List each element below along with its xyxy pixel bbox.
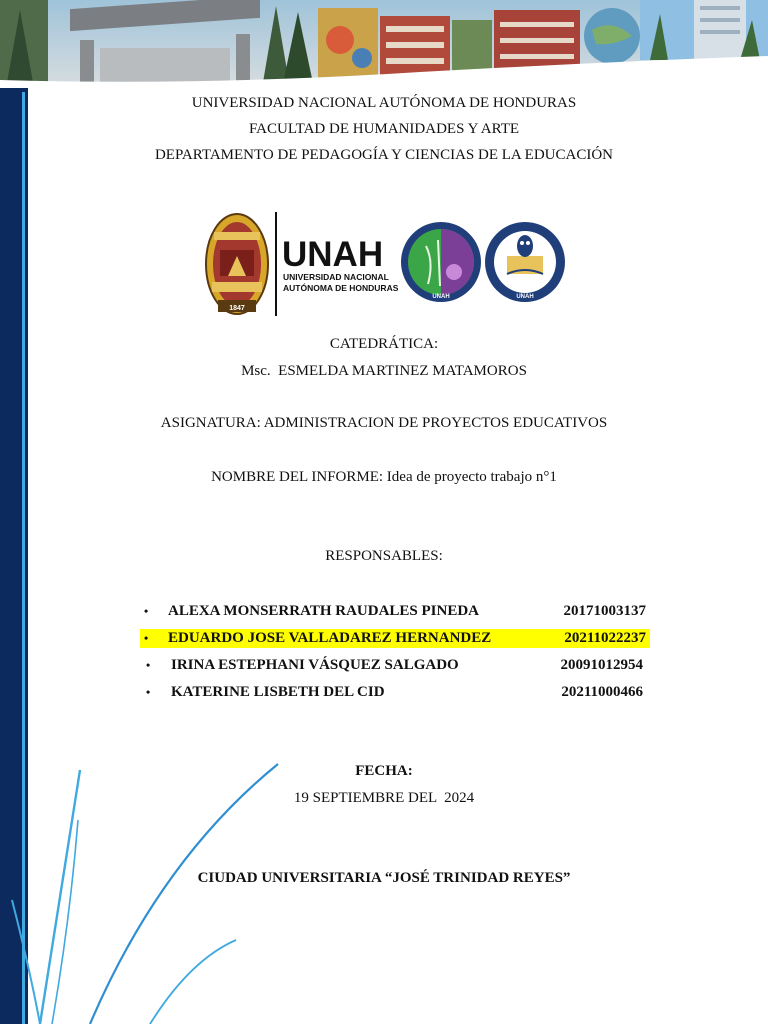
department-pedagogia-logo-icon	[485, 222, 565, 302]
responsables-label: RESPONSABLES:	[325, 548, 443, 564]
list-item-highlighted	[140, 627, 650, 654]
list-item	[140, 681, 650, 708]
faculty-humanidades-logo-icon	[401, 222, 481, 302]
header-banner	[0, 0, 768, 88]
logos-row	[200, 206, 570, 322]
member-name: IRINA ESTEPHANI VÁSQUEZ SALGADO	[171, 657, 459, 673]
member-id: 20211000466	[561, 684, 643, 700]
list-item	[140, 600, 650, 627]
bullet-icon: •	[146, 658, 151, 672]
campus-photo-banner-icon	[0, 0, 768, 88]
faculty-unah-tag: UNAH	[432, 294, 450, 300]
member-name: KATERINE LISBETH DEL CID	[171, 684, 385, 700]
member-id: 20211022237	[564, 630, 646, 646]
unah-subtitle-line1: UNIVERSIDAD NACIONAL	[283, 272, 389, 282]
catedratica-name: Msc. ESMELDA MARTINEZ MATAMOROS	[241, 363, 527, 379]
member-name: ALEXA MONSERRATH RAUDALES PINEDA	[168, 603, 480, 619]
university-name: UNIVERSIDAD NACIONAL AUTÓNOMA DE HONDURAS	[191, 95, 577, 111]
institution-header	[0, 94, 768, 172]
department-name: DEPARTAMENTO DE PEDAGOGÍA Y CIENCIAS DE LA EDUCACIÓN	[154, 147, 614, 163]
ciudad-universitaria: CIUDAD UNIVERSITARIA “JOSÉ TRINIDAD REYES”	[197, 870, 571, 886]
logo-divider	[275, 212, 277, 316]
list-item	[140, 654, 650, 681]
seal-year: 1847	[229, 305, 245, 312]
catedratica-label: CATEDRÁTICA:	[329, 336, 439, 352]
fecha-value: 19 SEPTIEMBRE DEL 2024	[293, 790, 475, 806]
informe-name: NOMBRE DEL INFORME: Idea de proyecto trabajo n°1	[211, 469, 557, 485]
fecha-label: FECHA:	[355, 763, 413, 779]
member-id: 20091012954	[560, 657, 643, 673]
unah-seal-icon	[206, 214, 268, 314]
bullet-icon: •	[144, 604, 149, 618]
faculty-name: FACULTAD DE HUMANIDADES Y ARTE	[248, 121, 520, 137]
member-id: 20171003137	[563, 603, 646, 619]
responsables-list	[140, 600, 650, 708]
unah-wordmark: UNAH	[282, 235, 384, 274]
bullet-icon: •	[146, 685, 151, 699]
catedratica-block	[0, 335, 768, 389]
member-name: EDUARDO JOSE VALLADAREZ HERNANDEZ	[168, 630, 492, 646]
unah-subtitle-line2: AUTÓNOMA DE HONDURAS	[283, 283, 399, 293]
bullet-icon: •	[144, 631, 149, 645]
department-unah-tag: UNAH	[516, 294, 534, 300]
asignatura: ASIGNATURA: ADMINISTRACION DE PROYECTOS EDUCATIVOS	[160, 415, 608, 431]
